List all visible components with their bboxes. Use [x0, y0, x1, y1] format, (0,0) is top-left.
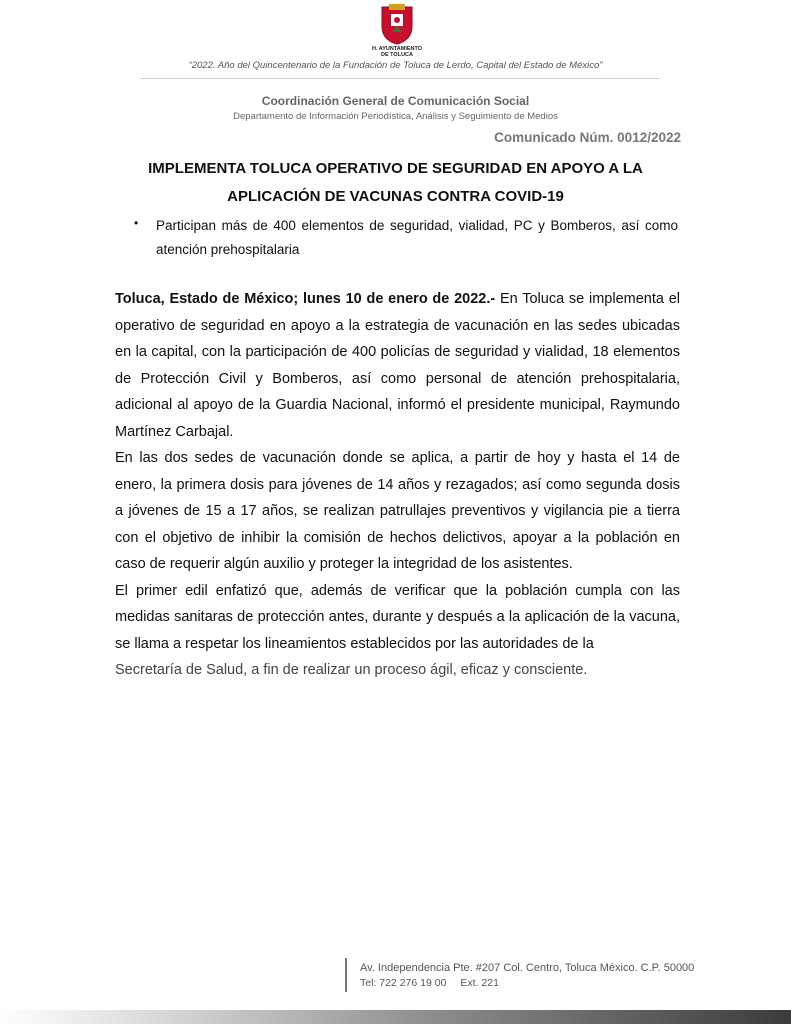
department-subtitle: Departamento de Información Periodística, Análisis y Seguimiento de Medios [233, 111, 558, 122]
bullet-icon: • [134, 216, 139, 230]
headline-line-2: APLICACIÓN DE VACUNAS CONTRA COVID-19 [227, 188, 564, 205]
paragraph-1 [115, 286, 680, 445]
footer-contact [360, 977, 499, 989]
headline-line-1: IMPLEMENTA TOLUCA OPERATIVO DE SEGURIDAD EN APOYO A LA [148, 160, 643, 177]
footer-divider [345, 958, 347, 992]
year-motto: “2022. Año del Quincentenario de la Fundación de Toluca de Lerdo, Capital del Estado de México” [188, 60, 603, 71]
logo-caption-line-1: H. AYUNTAMIENTO [371, 46, 423, 52]
logo-caption-line-2: DE TOLUCA [381, 52, 413, 58]
release-number: Comunicado Núm. 0012/2022 [494, 130, 681, 145]
crest-icon [372, 4, 422, 46]
footer-address: Av. Independencia Pte. #207 Col. Centro, Toluca México. C.P. 50000 [360, 962, 695, 974]
paragraph-1-text: En Toluca se implementa el operativo de seguridad en apoyo a la estrategia de vacunación en las sedes ubicadas en la capital, con la participación de 400 policías de seguridad y vialidad, 18 elementos de Protección Civil y Bomberos, así como personal de atención prehospitalaria, adicional al apoyo de la Guardia Nacional, informó el presidente municipal, Raymundo Martínez Carbajal. [115, 291, 680, 440]
logo-caption [352, 46, 442, 58]
footer-extension: Ext. 221 [460, 977, 499, 989]
paragraph-3-last-line: Secretaría de Salud, a fin de realizar un proceso ágil, eficaz y consciente. [115, 662, 588, 678]
article-body [115, 286, 680, 684]
paragraph-3: El primer edil enfatizó que, además de verificar que la población cumpla con las medidas sanitaras de protección antes, durante y después a la aplicación de la vacuna, se llama a respetar los lineamientos establecidos por las autoridades de la [115, 582, 680, 652]
header-divider [140, 78, 660, 79]
footer-gradient-band [0, 1010, 791, 1024]
dateline: Toluca, Estado de México; lunes 10 de enero de 2022.- [115, 291, 496, 307]
toluca-crest-logo [372, 4, 422, 46]
paragraph-2: En las dos sedes de vacunación donde se aplica, a partir de hoy y hasta el 14 de enero, la primera dosis para jóvenes de 14 años y rezagados; así como segunda dosis a jóvenes de 15 a 17 años, se realizan patrullajes preventivos y vigilancia pie a tierra con el objetivo de inhibir la comisión de hechos delictivos, apoyar a la población en caso de requerir algún auxilio y proteger la integridad de los asistentes. [115, 450, 680, 572]
footer-phone: Tel: 722 276 19 00 [360, 977, 447, 989]
department-title: Coordinación General de Comunicación Social [261, 94, 530, 108]
summary-bullet: Participan más de 400 elementos de seguridad, vialidad, PC y Bomberos, así como atención prehospitalaria [156, 218, 678, 257]
